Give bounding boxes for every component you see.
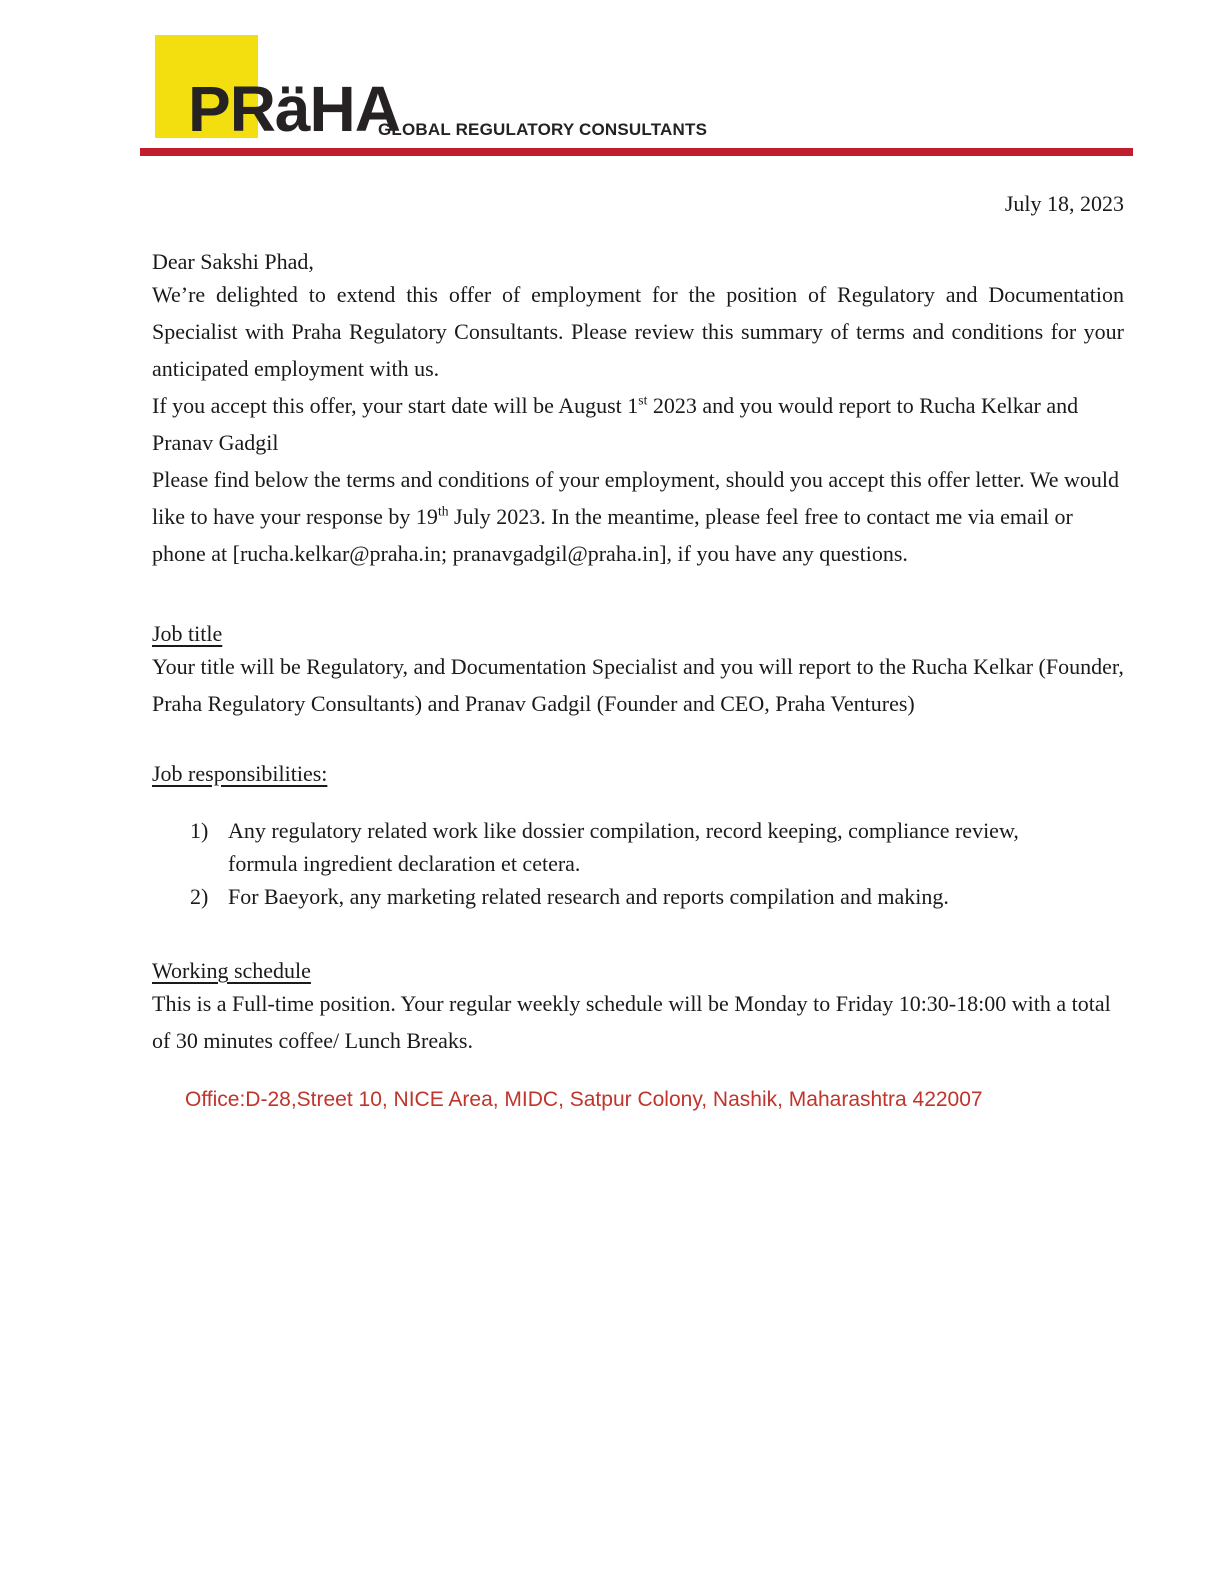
terms-text-before: Please find below the terms and conditions of your employment, should you accept this offer letter. We would like to have your response by 19: [152, 467, 1120, 529]
letterhead: [152, 35, 1124, 143]
heading-job-responsibilities: Job responsibilities:: [152, 761, 328, 786]
list-item-number: 1): [190, 818, 209, 843]
heading-working-schedule: Working schedule: [152, 958, 311, 983]
office-address: Office:D-28,Street 10, NICE Area, MIDC, Satpur Colony, Nashik, Maharashtra 422007: [185, 1088, 983, 1111]
ordinal-superscript: st: [638, 392, 648, 408]
list-item-text: Any regulatory related work like dossier compilation, record keeping, compliance review, formula ingredient declaration et cetera.: [228, 818, 1019, 876]
logo-wordmark: PRäHA: [188, 73, 400, 145]
heading-job-title: Job title: [152, 621, 223, 646]
list-item-number: 2): [190, 884, 209, 909]
letter-date: July 18, 2023: [1004, 191, 1124, 216]
paragraph-start-date: [152, 387, 1124, 461]
start-date-text-after: 2023 and you would report to Rucha Kelkar and Pranav Gadgil: [152, 393, 1079, 455]
list-item-text: For Baeyork, any marketing related research and reports compilation and making.: [228, 884, 949, 909]
logo-tagline: GLOBAL REGULATORY CONSULTANTS: [378, 120, 708, 139]
letterhead-rule: [140, 148, 1133, 156]
paragraph-intro: We’re delighted to extend this offer of employment for the position of Regulatory and Documentation Specialist with Praha Regulatory Consultants. Please review this summary of terms and conditions for your anticipated employment with us.: [152, 282, 1124, 381]
ordinal-superscript: th: [437, 503, 449, 519]
list-item: [152, 814, 1124, 880]
list-item: [152, 880, 1124, 913]
responsibilities-list: [152, 814, 1124, 913]
salutation: Dear Sakshi Phad,: [152, 249, 314, 274]
paragraph-job-title: Your title will be Regulatory, and Documentation Specialist and you will report to the Rucha Kelkar (Founder, Praha Regulatory Consultants) and Pranav Gadgil (Founder and CEO, Praha Ventures): [152, 654, 1124, 716]
paragraph-working-schedule: This is a Full-time position. Your regular weekly schedule will be Monday to Friday 10:30-18:00 with a total of 30 minutes coffee/ Lunch Breaks.: [152, 991, 1111, 1053]
terms-text-after: July 2023. In the meantime, please feel free to contact me via email or phone at [rucha.kelkar@praha.in; pranavgadgil@praha.in], if you have any questions.: [152, 504, 1073, 566]
paragraph-terms: [152, 461, 1124, 572]
start-date-text-before: If you accept this offer, your start date will be August 1: [152, 393, 639, 418]
